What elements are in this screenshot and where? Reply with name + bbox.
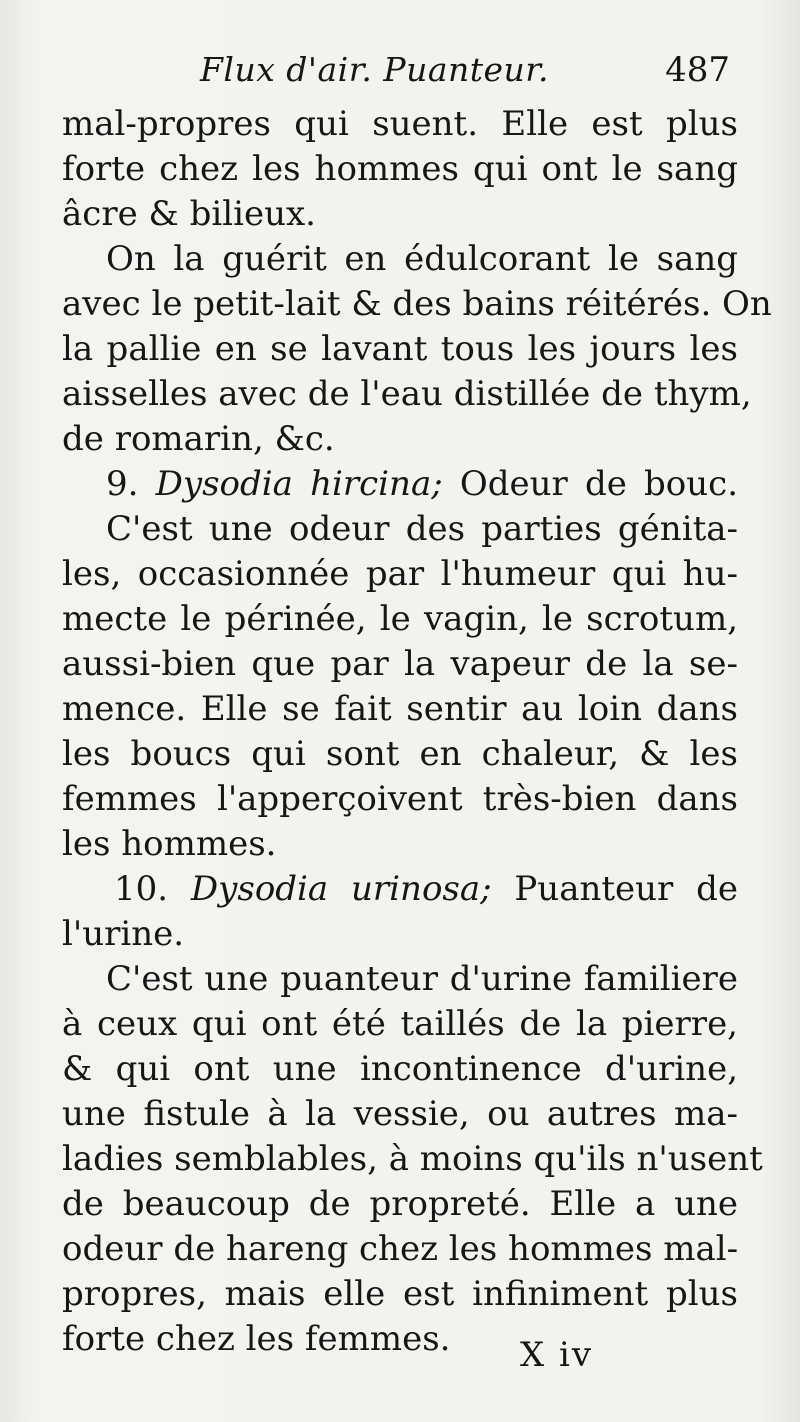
text-line: les, occasionnée par l'humeur qui hu- [62,554,738,594]
section-title: Puanteur de [514,869,739,909]
section-heading-9 [62,462,738,507]
section-number: 10. [114,869,169,909]
text-line: mal-propres qui suent. Elle est plus [62,104,738,144]
text-line: aisselles avec de l'eau distillée de thym, [62,374,752,414]
section-heading-10 [62,867,738,912]
body-text [62,102,772,1362]
text-line: une fistule à la vessie, ou autres ma- [62,1094,738,1134]
text-line: la pallie en se lavant tous les jours les [62,329,738,369]
section-number: 9. [106,464,139,504]
text-line: de beaucoup de propreté. Elle a une [62,1184,738,1224]
text-line: femmes l'apperçoivent très-bien dans [62,779,738,819]
text-line: forte chez les hommes qui ont le sang [62,149,738,189]
section-title: Odeur de bouc. [459,464,739,504]
page-number: 487 [665,50,730,90]
page-header [200,50,740,100]
text-line: avec le petit-lait & des bains réitérés. On [62,284,772,324]
text-line: & qui ont une incontinence d'urine, [62,1049,738,1089]
text-line: à ceux qui ont été taillés de la pierre, [62,1004,738,1044]
text-line: C'est une odeur des parties génita- [106,509,738,549]
text-line: C'est une puanteur d'urine familiere [106,959,738,999]
text-line: On la guérit en édulcorant le sang [106,239,738,279]
text-line: de romarin, &c. [62,419,335,459]
latin-term: Dysodia urinosa; [190,869,492,909]
text-line: âcre & bilieux. [62,194,316,234]
text-line: aussi-bien que par la vapeur de la se- [62,644,738,684]
text-line: forte chez les femmes. [62,1319,451,1359]
text-line: mence. Elle se fait sentir au loin dans [62,689,738,729]
signature-mark: X iv [520,1335,594,1375]
text-line: mecte le périnée, le vagin, le scrotum, [62,599,738,639]
text-line: ladies semblables, à moins qu'ils n'usent [62,1139,763,1179]
text-line: les boucs qui sont en chaleur, & les [62,734,738,774]
text-line: l'urine. [62,914,185,954]
running-title: Flux d'air. Puanteur. [200,50,549,89]
text-line: les hommes. [62,824,277,864]
text-line: propres, mais elle est infiniment plus [62,1274,738,1314]
text-line: odeur de hareng chez les hommes mal- [62,1229,739,1269]
latin-term: Dysodia hircina; [155,464,443,504]
